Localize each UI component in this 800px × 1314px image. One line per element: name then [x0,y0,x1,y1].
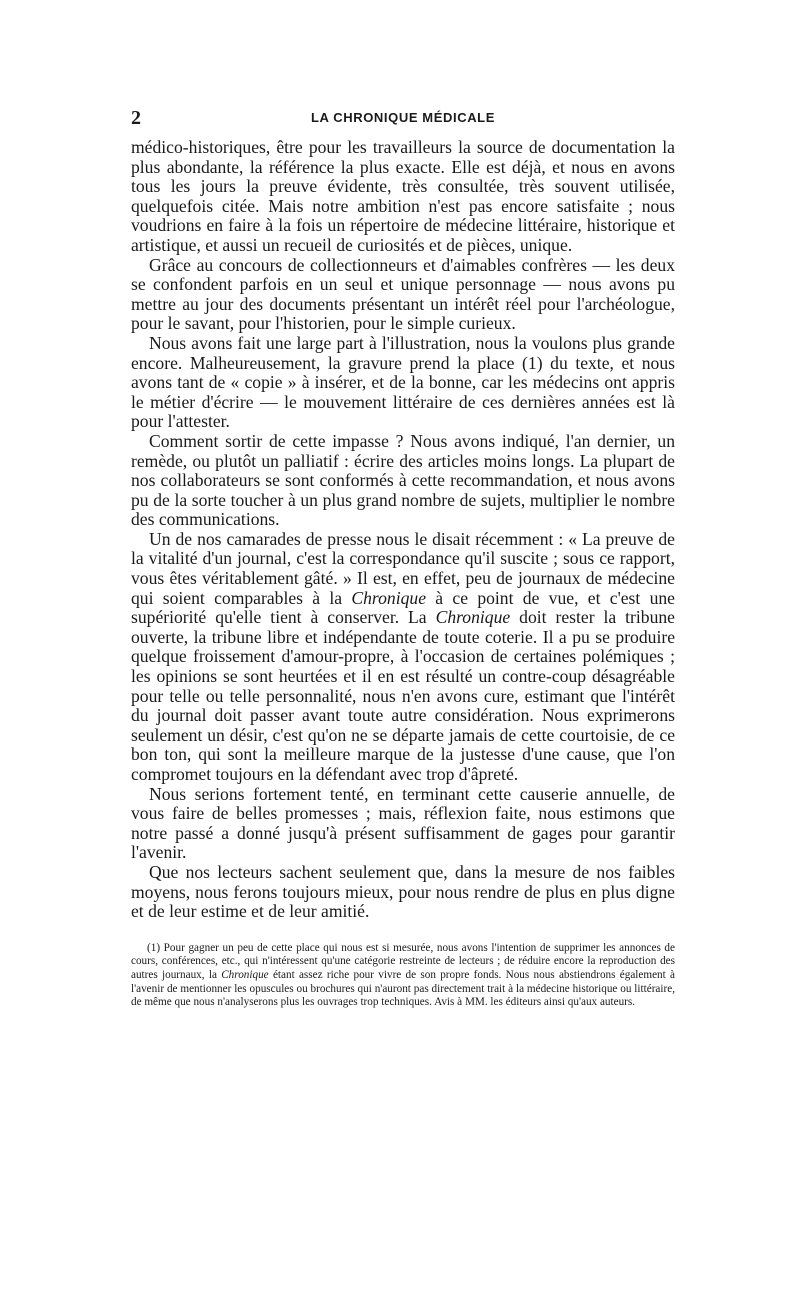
paragraph: Nous avons fait une large part à l'illustration, nous la voulons plus grande encore. Malheureusement, la gravure prend la place (1) du texte, et nous avons tant de « copie » à insérer, et de la bonne, car les médecins ont appris le métier d'écrire — le mouvement littéraire de ces dernières années est là pour l'attester. [131,332,675,432]
paragraph-text: doit rester la tribune ouverte, la tribune libre et indépendante de toute coterie. Il a pu se produire quelque froissement d'amour-propre, à l'occasion de certaines polémiques ; les opinions se sont heurtées et il en est résulté un contre-coup désagréable pour telle ou telle personnalité, nous n'en avons cure, estimant que l'intérêt du journal doit passer avant toute autre considération. Nous exprimerons seulement un désir, c'est qu'on ne se départe jamais de cette courtoisie, de ce bon ton, qui sont la meilleure marque de la justesse d'une cause, que l'on compromet toujours en la défendant avec trop d'âpreté. [131,607,675,784]
paragraph [131,530,675,785]
paragraph: médico-historiques, être pour les travailleurs la source de documentation la plus abondante, la référence la plus exacte. Elle est déjà, et nous en avons tous les jours la preuve évidente, très consultée, très souvent utilisée, quelquefois citée. Mais notre ambition n'est pas encore satisfaite ; nous voudrions en faire à la fois un répertoire de médecine littéraire, historique et artistique, et aussi un recueil de curiosités et de pièces, unique. [131,137,675,255]
footnote [131,942,675,1010]
footnote-text: (1) Pour gagner un peu de cette place qui nous est si mesurée, nous avons l'intention de supprimer les annonces de cours, conférences, etc., qui n'intéressent qu'une catégorie restreinte de lecteurs ; de réduire encore la reproduction des autres journaux, la [131,941,675,981]
running-title: LA CHRONIQUE MÉDICALE [310,110,495,125]
footnote-text: étant assez riche pour vivre de son propre fonds. Nous nous abstiendrons également à l'avenir de mentionner les opuscules ou brochures qui n'auront pas directement trait à la médecine historique ou littéraire, de même que nous n'analyserons plus les ouvrages trop techniques. Avis à MM. les éditeurs ainsi qu'aux auteurs. [131,968,675,1009]
paragraph-text: à ce point de vue, et c'est une supériorité qu'elle tient à conserver. La [131,587,675,628]
page-header [131,106,675,130]
paragraph: Comment sortir de cette impasse ? Nous avons indiqué, l'an dernier, un remède, ou plutôt un palliatif : écrire des articles moins longs. La plupart de nos collaborateurs se sont conformés à cette recommandation, et nous avons pu de la sorte toucher à un plus grand nombre de sujets, multiplier le nombre des communications. [131,430,675,530]
article-body [131,138,675,922]
journal-title-italic: Chronique [351,587,427,608]
paragraph: Grâce au concours de collectionneurs et d'aimables confrères — les deux se confondent parfois en un seul et unique personnage — nous avons pu mettre au jour des documents présentant un intérêt réel pour l'archéologue, pour le savant, pour l'historien, pour le simple curieux. [131,254,675,334]
paragraph: Nous serions fortement tenté, en terminant cette causerie annuelle, de vous faire de belles promesses ; mais, réflexion faite, nous estimons que notre passé a donné jusqu'à présent suffisamment de gages pour garantir l'avenir. [131,783,675,863]
paragraph-text: Un de nos camarades de presse nous le disait récemment : « La preuve de la vitalité d'un journal, c'est la correspondance qu'il suscite ; sous ce rapport, vous êtes véritablement gâté. » Il est, en effet, peu de journaux de médecine qui soient comparables à la [131,528,675,608]
journal-title-italic: Chronique [435,607,511,628]
page-number: 2 [131,107,141,129]
page [131,106,675,1010]
paragraph: Que nos lecteurs sachent seulement que, dans la mesure de nos faibles moyens, nous ferons toujours mieux, pour nous rendre de plus en plus digne et de leur estime et de leur amitié. [131,861,675,922]
journal-title-italic: Chronique [221,968,269,981]
